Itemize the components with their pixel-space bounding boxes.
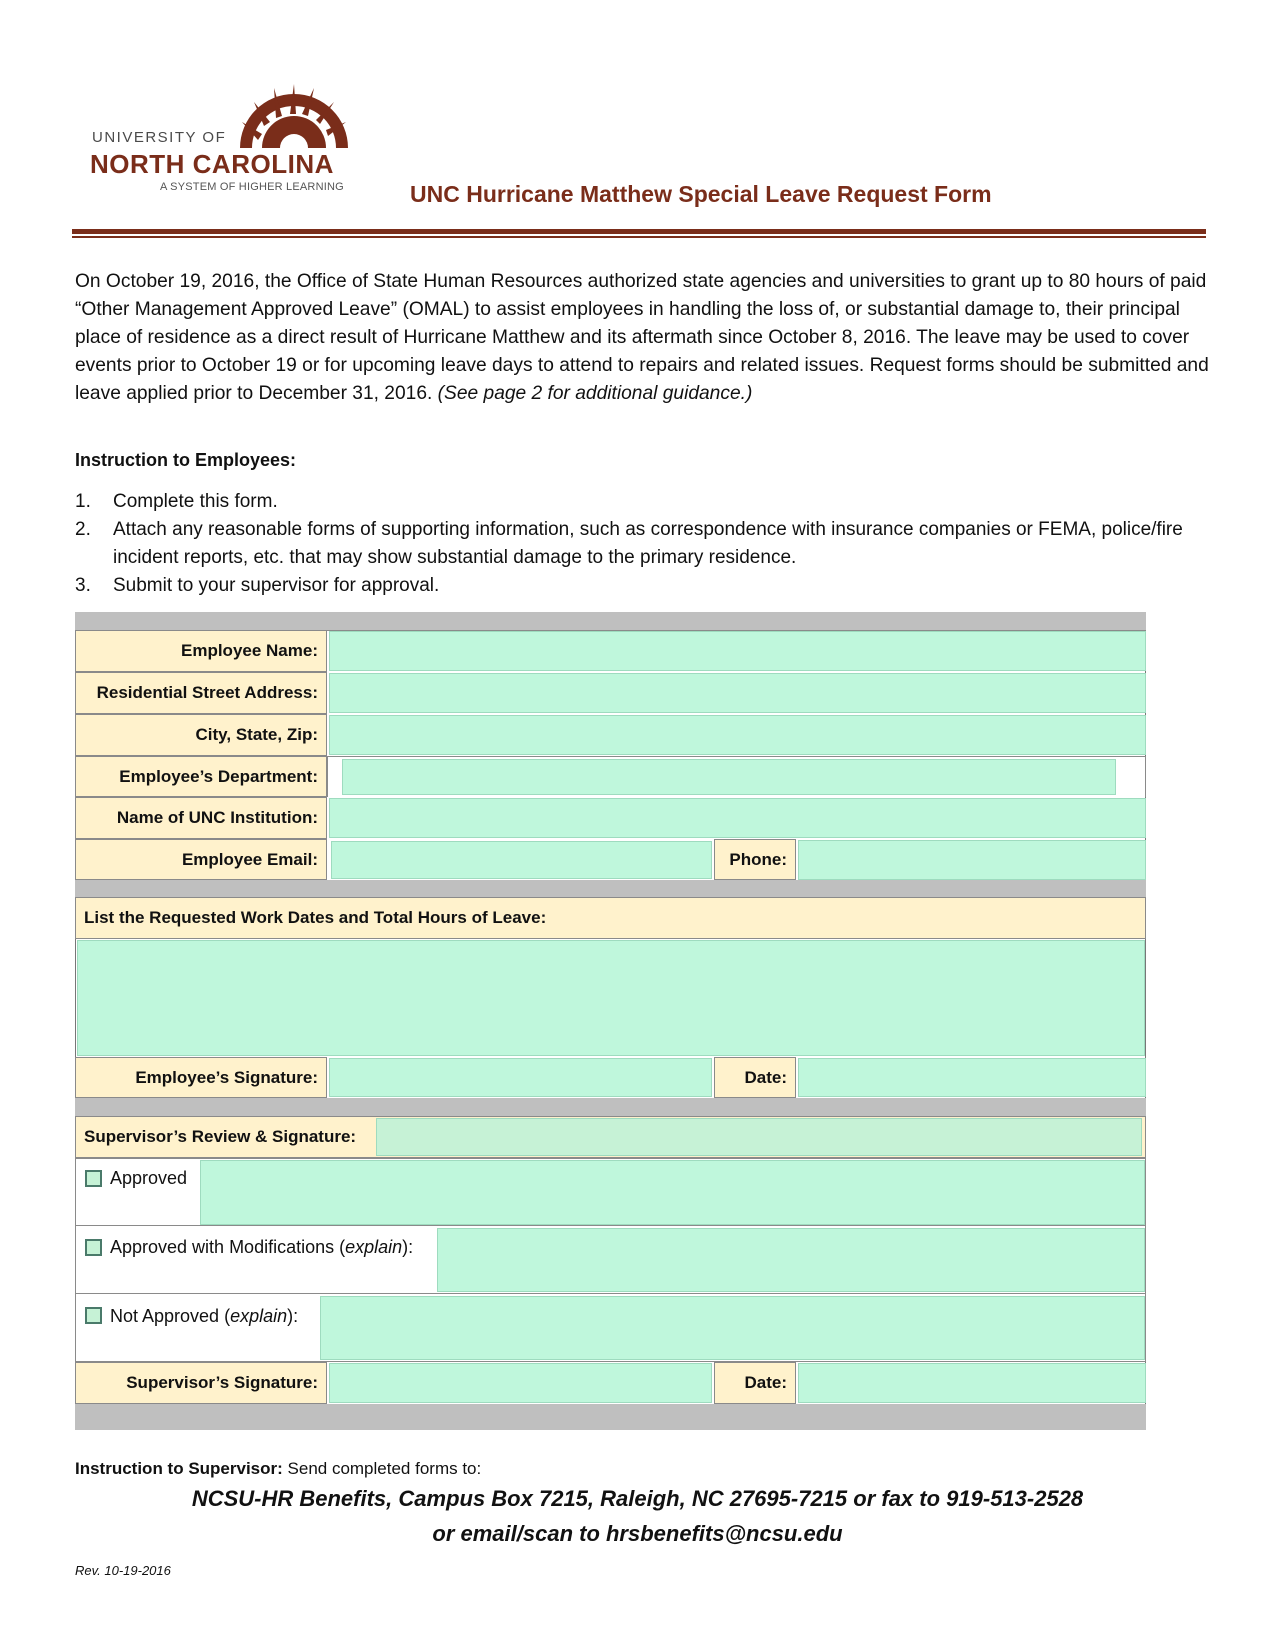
approved-mod-label: Approved with Modifications (explain): [110, 1237, 414, 1257]
revision-date: Rev. 10-19-2016 [75, 1563, 171, 1578]
institution-field[interactable] [329, 798, 1146, 838]
not-approved-field[interactable] [320, 1296, 1145, 1360]
not-approved-label: Not Approved (explain): [110, 1306, 299, 1326]
header-rule [72, 229, 1206, 234]
list-item: 2. Attach any reasonable forms of supporting information, such as correspondence with insurance companies or FEMA, police/fire incident reports, etc. that may show substantial damage to the primary residence. [75, 519, 1183, 568]
work-dates-label: List the Requested Work Dates and Total Hours of Leave: [75, 897, 1146, 939]
department-label: Employee’s Department: [75, 756, 327, 797]
street-address-field[interactable] [329, 673, 1146, 713]
supervisor-review-label: Supervisor’s Review & Signature: [75, 1116, 1146, 1158]
form-separator-bar [75, 880, 1146, 898]
department-field[interactable] [342, 759, 1116, 795]
not-approved-checkbox[interactable] [85, 1307, 102, 1324]
header-rule-thin [72, 236, 1206, 238]
page-title: UNC Hurricane Matthew Special Leave Request Form [410, 181, 992, 207]
employee-date-label: Date: [714, 1057, 796, 1098]
email-field[interactable] [331, 841, 712, 879]
logo-north-carolina-text: NORTH CAROLINA [90, 149, 334, 179]
mailing-address: NCSU-HR Benefits, Campus Box 7215, Raleigh, NC 27695-7215 or fax to 919-513-2528 [191, 1486, 1084, 1511]
employee-name-label: Employee Name: [75, 630, 327, 672]
supervisor-date-label: Date: [714, 1362, 796, 1404]
intro-note: (See page 2 for additional guidance.) [437, 383, 753, 404]
work-dates-field[interactable] [77, 940, 1145, 1056]
employee-name-field[interactable] [329, 631, 1146, 671]
approved-mod-field[interactable] [437, 1228, 1145, 1292]
employee-date-field[interactable] [798, 1058, 1146, 1097]
form-separator-bar [75, 1098, 1146, 1117]
list-item: 3. Submit to your supervisor for approval. [75, 575, 440, 596]
intro-paragraph [75, 268, 1210, 408]
phone-field[interactable] [798, 840, 1146, 880]
approved-checkbox[interactable] [85, 1170, 102, 1187]
instruction-list [75, 488, 1195, 600]
supervisor-signature-field[interactable] [329, 1363, 712, 1403]
approved-mod-checkbox[interactable] [85, 1239, 102, 1256]
employee-signature-label: Employee’s Signature: [75, 1057, 327, 1098]
form-bottom-bar [75, 1404, 1146, 1430]
institution-label: Name of UNC Institution: [75, 797, 327, 839]
list-item: 1. Complete this form. [75, 491, 278, 512]
city-state-zip-label: City, State, Zip: [75, 714, 327, 756]
email-label: Employee Email: [75, 839, 327, 880]
logo-university-text: UNIVERSITY OF [92, 129, 227, 146]
approved-label: Approved [110, 1168, 188, 1188]
logo-tagline: A SYSTEM OF HIGHER LEARNING [160, 181, 344, 193]
unc-sun-logo-icon [232, 82, 356, 150]
employee-signature-field[interactable] [329, 1058, 712, 1097]
phone-label: Phone: [714, 839, 796, 880]
intro-text: On October 19, 2016, the Office of State Human Resources authorized state agencies and universities to grant up to 80 hours of paid “Other Management Approved Leave” (OMAL) to assist employees in handling the loss of, or substantial damage to, their principal place of residence as a direct result of Hurricane Matthew and its aftermath since October 8, 2016. The leave may be used to cover events prior to October 19 or for upcoming leave days to attend to repairs and related issues. Request forms should be submitted and leave applied prior to December 31, 2016. [75, 271, 1209, 404]
street-address-label: Residential Street Address: [75, 672, 327, 714]
city-state-zip-field[interactable] [329, 715, 1146, 755]
supervisor-instructions: Instruction to Supervisor: Send completed forms to: [75, 1459, 482, 1478]
supervisor-review-field[interactable] [376, 1118, 1142, 1156]
approved-comments-field[interactable] [200, 1160, 1145, 1225]
supervisor-date-field[interactable] [798, 1363, 1146, 1403]
email-address-line: or email/scan to hrsbenefits@ncsu.edu [432, 1521, 843, 1546]
form-top-bar [75, 612, 1146, 631]
supervisor-signature-label: Supervisor’s Signature: [75, 1362, 327, 1404]
employee-instructions-heading: Instruction to Employees: [75, 450, 297, 470]
